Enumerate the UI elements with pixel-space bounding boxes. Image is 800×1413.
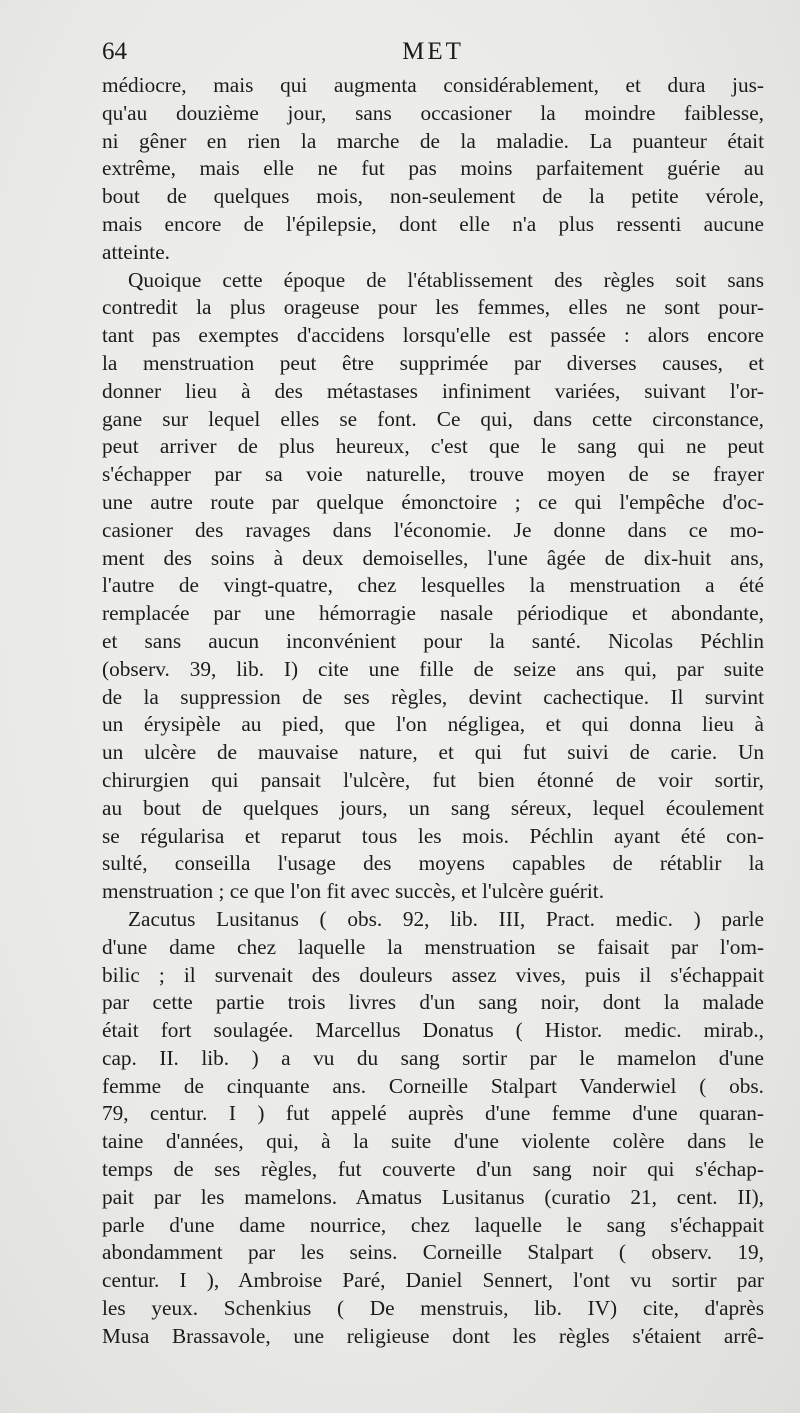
running-head: MET <box>402 38 464 65</box>
text-line: d'une dame chez laquelle la menstruation se faisait par l'om- <box>102 934 764 959</box>
text-line: bout de quelques mois, non-seulement de la petite vérole, <box>102 184 764 209</box>
text-line: la menstruation peut être supprimée par diverses causes, et <box>102 350 764 375</box>
text-line: cap. II. lib. ) a vu du sang sortir par le mamelon d'une <box>102 1045 764 1070</box>
text-line: centur. I ), Ambroise Paré, Daniel Sennert, l'ont vu sortir par <box>102 1268 764 1293</box>
text-line: ni gêner en rien la marche de la maladie. La puanteur était <box>102 128 764 153</box>
text-line: était fort soulagée. Marcellus Donatus ( Histor. medic. mirab., <box>102 1018 764 1043</box>
text-line: contredit la plus orageuse pour les femmes, elles ne sont pour- <box>102 295 764 320</box>
text-line: une autre route par quelque émonctoire ; ce qui l'empêche d'oc- <box>102 489 764 514</box>
text-line: casioner des ravages dans l'économie. Je donne dans ce mo- <box>102 517 764 542</box>
body-text <box>102 72 764 1351</box>
text-line: un érysipèle au pied, que l'on négligea, et qui donna lieu à <box>102 712 764 737</box>
text-line: de la suppression de ses règles, devint cachectique. Il survint <box>102 684 764 709</box>
text-line: qu'au douzième jour, sans occasioner la moindre faiblesse, <box>102 100 764 125</box>
text-line: taine d'années, qui, à la suite d'une violente colère dans le <box>102 1129 764 1154</box>
text-line: parle d'une dame nourrice, chez laquelle le sang s'échappait <box>102 1212 764 1237</box>
text-line: peut arriver de plus heureux, c'est que le sang qui ne peut <box>102 434 764 459</box>
text-line: s'échapper par sa voie naturelle, trouve moyen de se frayer <box>102 462 764 487</box>
text-line: un ulcère de mauvaise nature, et qui fut suivi de carie. Un <box>102 740 764 765</box>
text-line: Musa Brassavole, une religieuse dont les règles s'étaient arrê- <box>102 1323 764 1348</box>
text-line: gane sur lequel elles se font. Ce qui, dans cette circonstance, <box>102 406 764 431</box>
text-line: bilic ; il survenait des douleurs assez vives, puis il s'échappait <box>102 962 764 987</box>
text-line: et sans aucun inconvénient pour la santé. Nicolas Péchlin <box>102 628 764 653</box>
text-line: donner lieu à des métastases infiniment variées, suivant l'or- <box>102 378 764 403</box>
text-line: atteinte. <box>102 239 170 264</box>
text-line: menstruation ; ce que l'on fit avec succès, et l'ulcère guérit. <box>102 879 605 904</box>
text-line: se régularisa et reparut tous les mois. Péchlin ayant été con- <box>102 823 764 848</box>
text-line: Quoique cette époque de l'établissement des règles soit sans <box>128 267 764 292</box>
text-line: remplacée par une hémorragie nasale périodique et abondante, <box>102 601 764 626</box>
text-line: l'autre de vingt-quatre, chez lesquelles la menstruation a été <box>102 573 764 598</box>
text-line: ment des soins à deux demoiselles, l'une âgée de dix-huit ans, <box>102 545 764 570</box>
text-line: chirurgien qui pansait l'ulcère, fut bien étonné de voir sortir, <box>102 767 764 792</box>
text-line: 79, centur. I ) fut appelé auprès d'une femme d'une quaran- <box>102 1101 764 1126</box>
text-line: au bout de quelques jours, un sang séreux, lequel écoulement <box>102 795 764 820</box>
text-line: pait par les mamelons. Amatus Lusitanus (curatio 21, cent. II), <box>102 1184 764 1209</box>
text-line: par cette partie trois livres d'un sang noir, dont la malade <box>102 990 764 1015</box>
text-line: Zacutus Lusitanus ( obs. 92, lib. III, Pract. medic. ) parle <box>128 906 764 931</box>
text-line: sulté, conseilla l'usage des moyens capables de rétablir la <box>102 851 764 876</box>
text-line: mais encore de l'épilepsie, dont elle n'a plus ressenti aucune <box>102 211 764 236</box>
text-line: extrême, mais elle ne fut pas moins parfaitement guérie au <box>102 156 764 181</box>
text-line: tant pas exemptes d'accidens lorsqu'elle est passée : alors encore <box>102 323 764 348</box>
text-line: femme de cinquante ans. Corneille Stalpart Vanderwiel ( obs. <box>102 1073 764 1098</box>
text-line: temps de ses règles, fut couverte d'un sang noir qui s'échap- <box>102 1157 764 1182</box>
text-line: abondamment par les seins. Corneille Stalpart ( observ. 19, <box>102 1240 764 1265</box>
text-line: les yeux. Schenkius ( De menstruis, lib. IV) cite, d'après <box>102 1296 764 1321</box>
text-line: médiocre, mais qui augmenta considérablement, et dura jus- <box>102 73 764 97</box>
page-number: 64 <box>102 38 127 65</box>
text-line: (observ. 39, lib. I) cite une fille de seize ans qui, par suite <box>102 656 764 681</box>
